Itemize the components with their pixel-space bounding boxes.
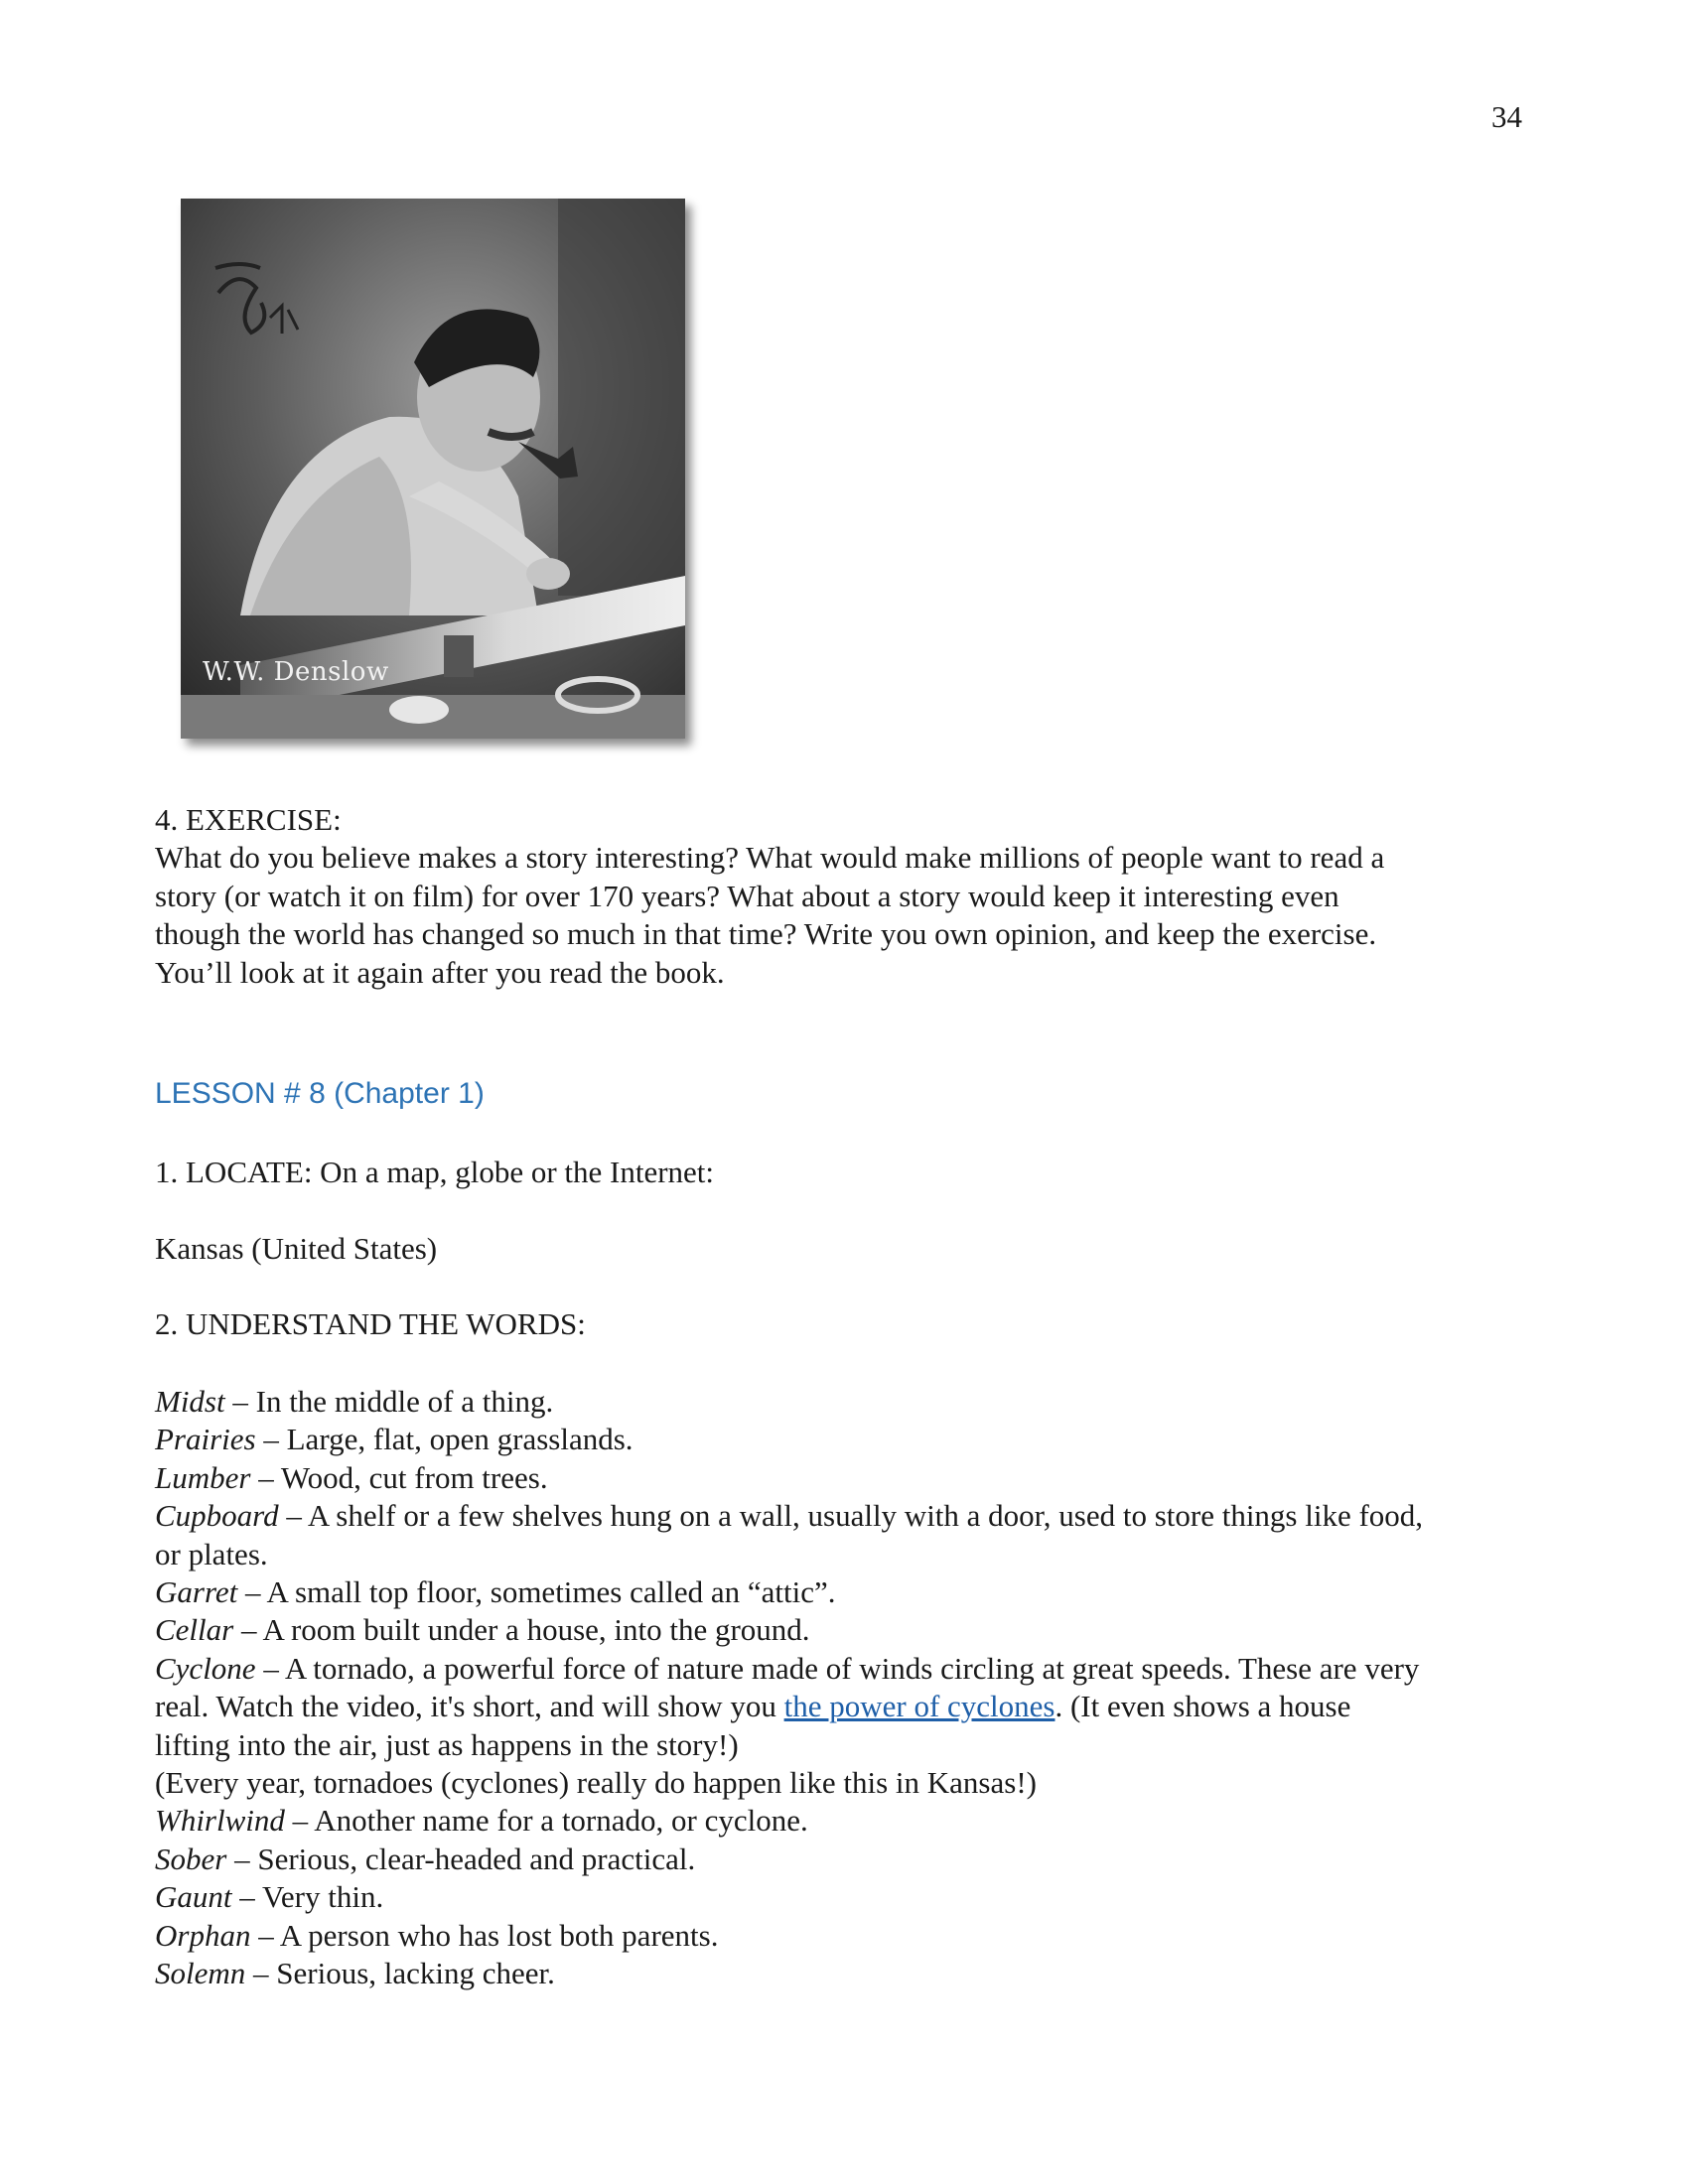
vocab-term: Garret: [155, 1574, 238, 1610]
locate-place: Kansas (United States): [155, 1231, 438, 1266]
exercise-line: You’ll look at it again after you read the book.: [155, 954, 725, 990]
vocab-term: Cupboard: [155, 1498, 279, 1534]
vocab-entry-whirlwind: [155, 1802, 1535, 1840]
vocab-term: Solemn: [155, 1956, 246, 1991]
vocab-entry-cupboard: [155, 1497, 1535, 1535]
vocab-entry-cellar: [155, 1611, 1535, 1649]
vocab-entry-orphan: [155, 1917, 1535, 1955]
vocab-definition: – In the middle of a thing.: [224, 1384, 554, 1419]
page-number: 34: [1491, 99, 1522, 134]
exercise-heading: 4. EXERCISE:: [155, 802, 342, 837]
vocab-definition: – Very thin.: [231, 1879, 384, 1915]
vocab-entry-solemn: [155, 1955, 1535, 1992]
cyclones-video-link[interactable]: the power of cyclones: [783, 1689, 1055, 1724]
vocab-entry-garret: [155, 1573, 1535, 1611]
vocab-definition: – A tornado, a powerful force of nature made of winds circling at great speeds. These are very: [255, 1650, 1420, 1686]
vocab-definition-text: . (It even shows a house: [1055, 1689, 1351, 1724]
vocab-term: Gaunt: [155, 1879, 232, 1915]
vocab-definition: – Serious, lacking cheer.: [245, 1956, 555, 1991]
vocab-entry-lumber: [155, 1459, 1535, 1497]
vocab-entry-cyclone: [155, 1650, 1535, 1688]
vocab-term: Midst: [155, 1384, 225, 1419]
vocab-definition: – A small top floor, sometimes called an “attic”.: [237, 1574, 836, 1610]
vocab-entry-midst: [155, 1383, 1535, 1421]
understand-heading: 2. UNDERSTAND THE WORDS:: [155, 1306, 586, 1341]
vocab-definition-continued: [155, 1688, 1535, 1725]
vocab-definition-continued: lifting into the air, just as happens in the story!): [155, 1726, 739, 1762]
vocabulary-list: [155, 1383, 1535, 1993]
vocab-entry-sober: [155, 1841, 1535, 1878]
exercise-line: story (or watch it on film) for over 170 years? What about a story would keep it interesting even: [155, 878, 1339, 913]
locate-instruction: 1. LOCATE: On a map, globe or the Internet:: [155, 1155, 715, 1189]
vocab-definition-continued: or plates.: [155, 1536, 268, 1571]
exercise-line: What do you believe makes a story interesting? What would make millions of people want to read a: [155, 840, 1385, 876]
vocab-term: Sober: [155, 1841, 227, 1876]
lesson-heading: LESSON # 8 (Chapter 1): [155, 1077, 485, 1110]
portrait-photo: [181, 199, 685, 739]
exercise-section: [155, 801, 1535, 992]
exercise-line: though the world has changed so much in that time? Write you own opinion, and keep the exercise.: [155, 916, 1377, 952]
vocab-note: (Every year, tornadoes (cyclones) really do happen like this in Kansas!): [155, 1765, 1037, 1801]
vocab-definition: – Serious, clear-headed and practical.: [226, 1841, 696, 1876]
vocab-definition: – A room built under a house, into the ground.: [233, 1612, 810, 1648]
vocab-entry-prairies: [155, 1421, 1535, 1458]
vocab-term: Orphan: [155, 1917, 251, 1953]
vocab-definition-text: real. Watch the video, it's short, and will show you: [155, 1689, 784, 1724]
vocab-entry-gaunt: [155, 1878, 1535, 1916]
vocab-term: Whirlwind: [155, 1803, 285, 1839]
vocab-term: Prairies: [155, 1422, 256, 1457]
vocab-term: Cellar: [155, 1612, 234, 1648]
vocab-term: Cyclone: [155, 1650, 256, 1686]
vocab-definition: – Another name for a tornado, or cyclone.: [284, 1803, 808, 1839]
vocab-definition: – Large, flat, open grasslands.: [255, 1422, 633, 1457]
vocab-definition: – Wood, cut from trees.: [250, 1459, 548, 1495]
vocab-definition: – A person who has lost both parents.: [250, 1917, 719, 1953]
vocab-definition: – A shelf or a few shelves hung on a wall, usually with a door, used to store things like food,: [278, 1498, 1424, 1534]
vocab-term: Lumber: [155, 1459, 251, 1495]
photo-caption: W.W. Denslow: [203, 657, 389, 687]
